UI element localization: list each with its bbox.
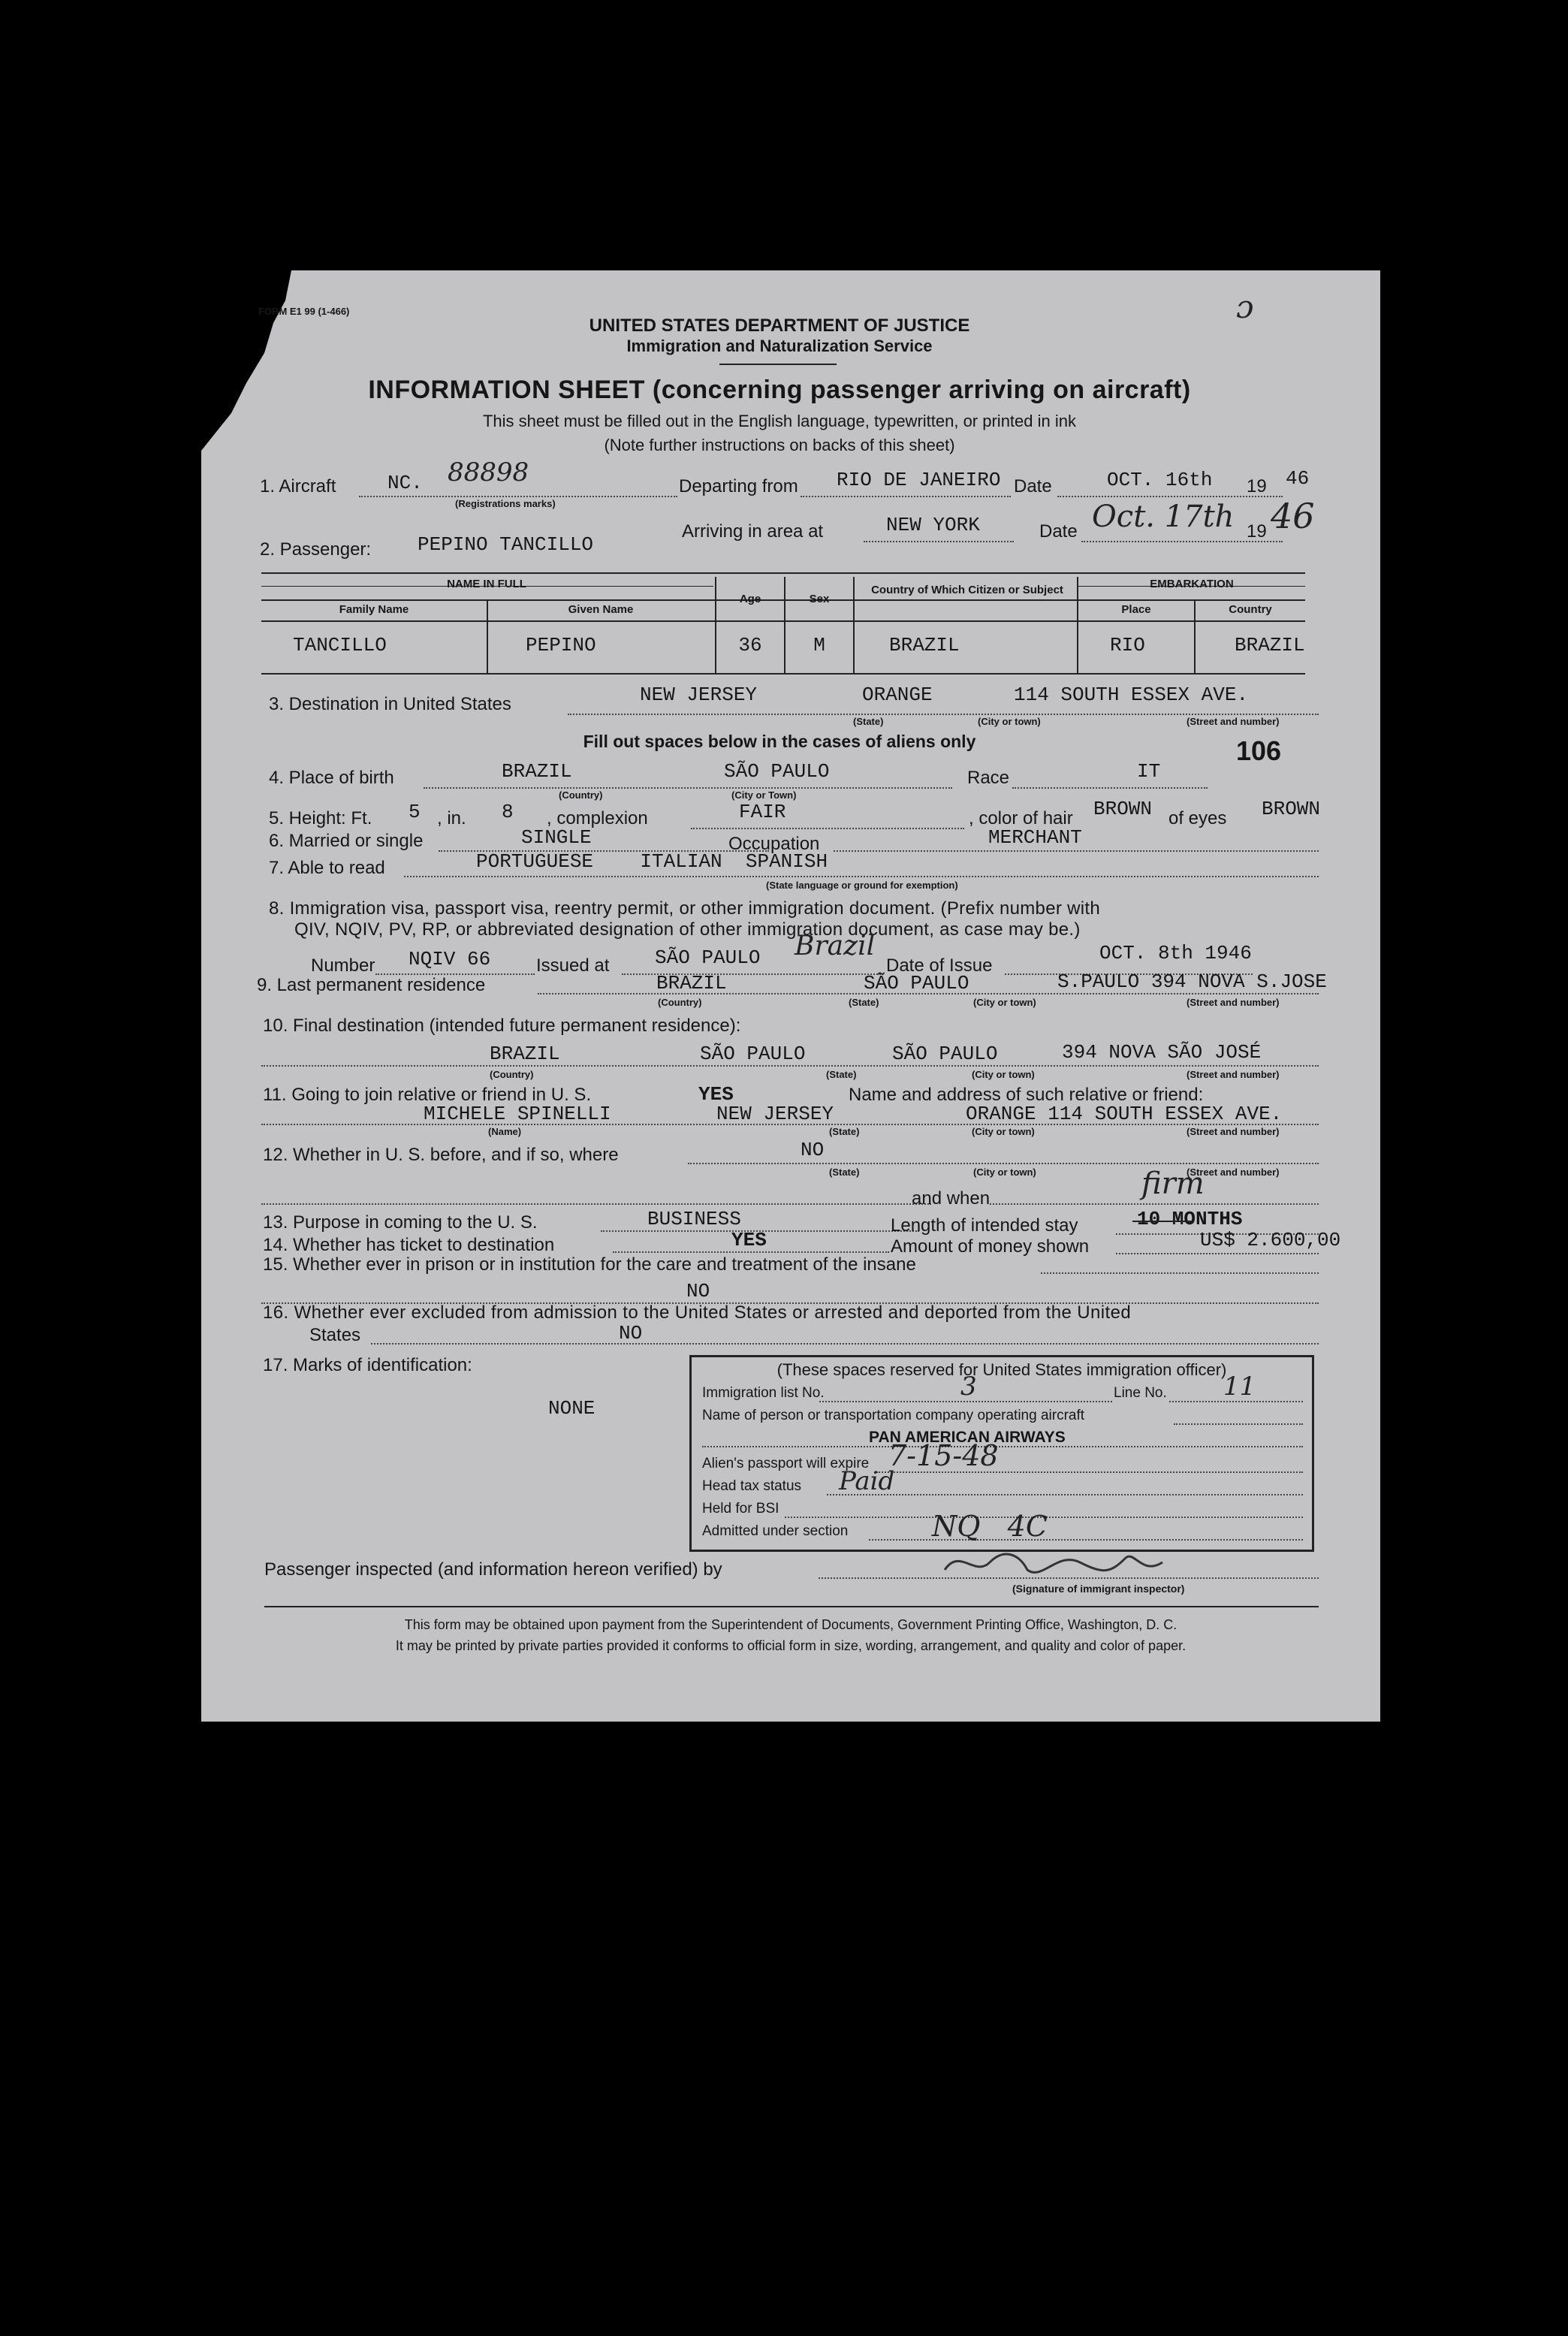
destination-state: NEW JERSEY	[640, 684, 758, 706]
name-in-full-header: NAME IN FULL	[447, 578, 526, 590]
height-inches: 8	[502, 801, 514, 823]
before-street-caption: (Street and number)	[1187, 1166, 1280, 1178]
immigration-list-no: 3	[960, 1372, 977, 1402]
birth-label: 4. Place of birth	[269, 768, 394, 788]
departing-label: Departing from	[679, 476, 798, 496]
relative-yes: YES	[698, 1083, 734, 1106]
col-given-name: Given Name	[568, 603, 634, 616]
arrival-year-19: 19	[1247, 521, 1267, 542]
passenger-label: 2. Passenger:	[260, 539, 372, 560]
line-no-value: 11	[1223, 1372, 1256, 1402]
marks-label: 17. Marks of identification:	[263, 1355, 472, 1375]
stay-value: 10 MONTHS	[1137, 1208, 1243, 1230]
passport-expire-label: Alien's passport will expire	[702, 1456, 870, 1471]
departure-year: 46	[1286, 467, 1310, 490]
purpose-value: BUSINESS	[647, 1208, 741, 1230]
operator-value: PAN AMERICAN AIRWAYS	[869, 1429, 1066, 1446]
prison-line	[1041, 1272, 1319, 1274]
final-destination-country: BRAZIL	[490, 1043, 560, 1065]
height-feet: 5	[409, 801, 421, 823]
married-label: 6. Married or single	[269, 831, 424, 851]
arriving-label: Arriving in area at	[682, 521, 824, 542]
final-destination-city: SÃO PAULO	[892, 1043, 998, 1065]
aircraft-reg-caption: (Registrations marks)	[455, 498, 556, 509]
issue-date: OCT. 8th 1946	[1099, 942, 1252, 964]
relative-name: MICHELE SPINELLI	[424, 1103, 611, 1125]
read-languages: PORTUGUESE ITALIAN SPANISH	[476, 850, 828, 873]
family-name-cell: TANCILLO	[293, 634, 387, 656]
header-rule	[719, 364, 837, 365]
arrival-date: Oct. 17th	[1092, 499, 1235, 534]
departing-line	[801, 496, 1011, 497]
held-bsi-label: Held for BSI	[702, 1501, 779, 1517]
occupation-value: MERCHANT	[988, 826, 1082, 849]
line-no-label: Line No.	[1114, 1385, 1167, 1401]
birth-country: BRAZIL	[502, 760, 572, 783]
when-handwritten: firm	[1141, 1166, 1205, 1201]
passenger-name: PEPINO TANCILLO	[418, 533, 594, 556]
footer-rule	[264, 1606, 1319, 1607]
married-value: SINGLE	[521, 826, 592, 849]
arrival-year: 46	[1271, 496, 1315, 536]
race-value: IT	[1137, 760, 1161, 783]
money-line	[1116, 1253, 1319, 1254]
final-city-caption: (City or town)	[972, 1069, 1035, 1080]
torn-corner	[201, 270, 291, 466]
money-value: US$ 2.600,00	[1200, 1229, 1341, 1251]
operator-label: Name of person or transportation company operating aircraft	[702, 1408, 1085, 1423]
destination-line	[568, 714, 1319, 715]
head-tax-label: Head tax status	[702, 1478, 802, 1494]
immigration-list-label: Immigration list No.	[702, 1385, 825, 1401]
visa-text-2: QIV, NQIV, PV, RP, or abbreviated designation of other immigration document, as case may be.)	[294, 919, 1081, 940]
col-citizenship: Country of Which Citizen or Subject	[871, 584, 1063, 596]
passport-expire-value: 7-15-48	[888, 1439, 999, 1472]
occupation-line	[834, 850, 1319, 852]
read-line	[404, 876, 1319, 877]
footer-line-2: It may be printed by private parties provided it conforms to official form in size, wording, arrangement, and quality and color of paper.	[395, 1638, 1187, 1653]
table-col-divider-4	[853, 577, 855, 673]
excluded-value: NO	[619, 1322, 643, 1345]
complexion-label: , complexion	[547, 808, 648, 828]
final-destination-line	[261, 1065, 1319, 1067]
table-col-divider-5	[1077, 577, 1078, 673]
purpose-label: 13. Purpose in coming to the U. S.	[263, 1212, 538, 1233]
race-label: Race	[967, 768, 1010, 788]
embark-country-cell: BRAZIL	[1235, 634, 1305, 656]
instruction-1: This sheet must be filled out in the English language, typewritten, or printed in ink	[482, 412, 1076, 430]
head-tax-value: Paid	[839, 1466, 895, 1496]
issued-at-handwritten: Brazil	[795, 931, 876, 961]
visa-text-1: 8. Immigration visa, passport visa, reentry permit, or other immigration document. (Prefix number with	[269, 898, 1100, 919]
destination-label: 3. Destination in United States	[269, 694, 511, 714]
col-place: Place	[1121, 603, 1151, 616]
inspected-label: Passenger inspected (and information hereon verified) by	[264, 1559, 722, 1580]
residence-state-caption: (State)	[849, 997, 879, 1008]
destination-state-caption: (State)	[853, 716, 884, 727]
residence-label: 9. Last permanent residence	[257, 975, 486, 995]
final-destination-label: 10. Final destination (intended future permanent residence):	[263, 1016, 741, 1036]
before-state-caption: (State)	[829, 1166, 860, 1178]
officer-reserved-box	[689, 1355, 1314, 1552]
aircraft-number: 88898	[448, 457, 529, 487]
destination-city-caption: (City or town)	[978, 716, 1041, 727]
when-label: and when	[912, 1188, 991, 1209]
col-sex: Sex	[809, 593, 830, 605]
stay-label: Length of intended stay	[891, 1215, 1078, 1236]
sex-cell: M	[813, 634, 825, 656]
col-age: Age	[739, 593, 761, 605]
admitted-section-value: NQ 4C	[932, 1510, 1048, 1543]
form-id: FORM E1 99 (1-466)	[258, 306, 350, 317]
before-label: 12. Whether in U. S. before, and if so, where	[263, 1145, 619, 1165]
issue-date-label: Date of Issue	[886, 955, 993, 976]
final-destination-street: 394 NOVA SÃO JOSÉ	[1062, 1041, 1262, 1064]
departure-date-label: Date	[1014, 476, 1052, 496]
race-line	[1012, 787, 1208, 789]
birth-country-caption: (Country)	[559, 789, 603, 801]
departing-from: RIO DE JANEIRO	[837, 469, 1001, 491]
officer-box-heading: (These spaces reserved for United States immigration officer)	[776, 1360, 1227, 1379]
departure-date: OCT. 16th	[1107, 469, 1213, 491]
relative-address: ORANGE 114 SOUTH ESSEX AVE.	[966, 1103, 1283, 1125]
relative-city-caption: (City or town)	[972, 1126, 1035, 1137]
aliens-only-note: Fill out spaces below in the cases of aliens only	[583, 732, 976, 751]
inspector-signature	[937, 1540, 1178, 1585]
residence-street-caption: (Street and number)	[1187, 997, 1280, 1008]
issued-at-label: Issued at	[536, 955, 610, 976]
embarkation-header: EMBARKATION	[1150, 578, 1234, 590]
ticket-label: 14. Whether has ticket to destination	[263, 1235, 555, 1255]
operator-line-1	[1174, 1423, 1303, 1425]
marks-value: NONE	[548, 1397, 596, 1420]
citizenship-cell: BRAZIL	[889, 634, 960, 656]
read-label: 7. Able to read	[269, 858, 385, 878]
departure-year-19: 19	[1247, 476, 1267, 496]
aircraft-prefix: NC.	[387, 472, 423, 494]
service-title: Immigration and Naturalization Service	[626, 337, 933, 355]
aircraft-line	[359, 496, 677, 497]
inspector-signature-caption: (Signature of immigrant inspector)	[1012, 1583, 1185, 1595]
admitted-section-label: Admitted under section	[702, 1523, 849, 1539]
read-caption: (State language or ground for exemption)	[766, 880, 958, 891]
residence-country: BRAZIL	[656, 972, 727, 994]
age-cell: 36	[738, 634, 762, 656]
money-label: Amount of money shown	[891, 1236, 1090, 1257]
arriving-at: NEW YORK	[886, 514, 980, 536]
ticket-line	[613, 1251, 889, 1253]
relative-street-caption: (Street and number)	[1187, 1126, 1280, 1137]
embark-place-cell: RIO	[1110, 634, 1145, 656]
final-state-caption: (State)	[826, 1069, 857, 1080]
race-code: 106	[1236, 735, 1282, 766]
head-tax-line	[827, 1494, 1303, 1495]
excluded-label-1: 16. Whether ever excluded from admission to the United States or arrested and deported from the United	[263, 1302, 1132, 1323]
residence-city-caption: (City or town)	[973, 997, 1036, 1008]
hair-label: , color of hair	[969, 808, 1073, 828]
hair-value: BROWN	[1093, 798, 1153, 820]
final-street-caption: (Street and number)	[1187, 1069, 1280, 1080]
final-destination-state: SÃO PAULO	[700, 1043, 806, 1065]
destination-street-caption: (Street and number)	[1187, 716, 1280, 727]
birth-city: SÃO PAULO	[724, 760, 830, 783]
issued-at-value: SÃO PAULO	[655, 946, 761, 969]
birth-city-caption: (City or Town)	[731, 789, 797, 801]
eyes-label: of eyes	[1168, 808, 1227, 828]
before-second-line	[261, 1203, 931, 1205]
relative-name-label: Name and address of such relative or friend:	[849, 1085, 1204, 1105]
prison-value: NO	[686, 1280, 710, 1302]
table-mid-rule-2	[261, 620, 1305, 622]
before-value: NO	[801, 1139, 825, 1161]
agency-title: UNITED STATES DEPARTMENT OF JUSTICE	[589, 315, 970, 336]
height-label: 5. Height: Ft.	[269, 808, 372, 828]
destination-city: ORANGE	[862, 684, 933, 706]
stay-strikeout	[1132, 1221, 1193, 1222]
occupation-label: Occupation	[728, 834, 820, 854]
col-country: Country	[1229, 603, 1272, 616]
prison-label: 15. Whether ever in prison or in institution for the care and treatment of the insane	[263, 1254, 916, 1275]
destination-street: 114 SOUTH ESSEX AVE.	[1014, 684, 1249, 706]
table-bottom-rule	[261, 673, 1305, 675]
before-line	[688, 1163, 1319, 1164]
excluded-label-2: States	[309, 1325, 361, 1345]
instruction-2: (Note further instructions on backs of this sheet)	[604, 436, 955, 454]
birth-line	[424, 787, 952, 789]
ticket-value: YES	[731, 1229, 767, 1251]
residence-state: SÃO PAULO	[864, 972, 969, 994]
residence-street: S.PAULO 394 NOVA S.JOSE	[1057, 970, 1327, 993]
given-name-cell: PEPINO	[526, 634, 596, 656]
residence-country-caption: (Country)	[658, 997, 702, 1008]
table-top-rule	[261, 572, 1305, 574]
excluded-line	[371, 1343, 1319, 1345]
complexion-line	[691, 828, 964, 829]
table-col-divider-2	[715, 577, 716, 673]
relative-state: NEW JERSEY	[716, 1103, 834, 1125]
aircraft-label: 1. Aircraft	[260, 476, 336, 496]
information-sheet	[201, 270, 1380, 1722]
relative-state-caption: (State)	[829, 1126, 860, 1137]
operator-line-2	[702, 1446, 1303, 1447]
final-country-caption: (Country)	[490, 1069, 534, 1080]
when-line	[990, 1203, 1319, 1205]
arriving-line	[864, 541, 1014, 542]
relative-label: 11. Going to join relative or friend in U. S.	[263, 1085, 592, 1105]
arrival-date-label: Date	[1039, 521, 1078, 542]
col-family-name: Family Name	[339, 603, 409, 616]
footer-line-1: This form may be obtained upon payment from the Superintendent of Documents, Government Printing Office, Washington, D. C.	[404, 1617, 1178, 1632]
table-col-divider-3	[784, 577, 786, 673]
corner-mark: ɔ	[1236, 288, 1254, 325]
visa-number: NQIV 66	[409, 948, 491, 970]
visa-number-label: Number	[311, 955, 375, 976]
relative-name-caption: (Name)	[488, 1126, 522, 1137]
before-city-caption: (City or town)	[973, 1166, 1036, 1178]
complexion-value: FAIR	[739, 801, 786, 823]
form-title: INFORMATION SHEET (concerning passenger arriving on aircraft)	[368, 376, 1191, 404]
height-inches-label: , in.	[437, 808, 466, 828]
eyes-value: BROWN	[1262, 798, 1321, 820]
